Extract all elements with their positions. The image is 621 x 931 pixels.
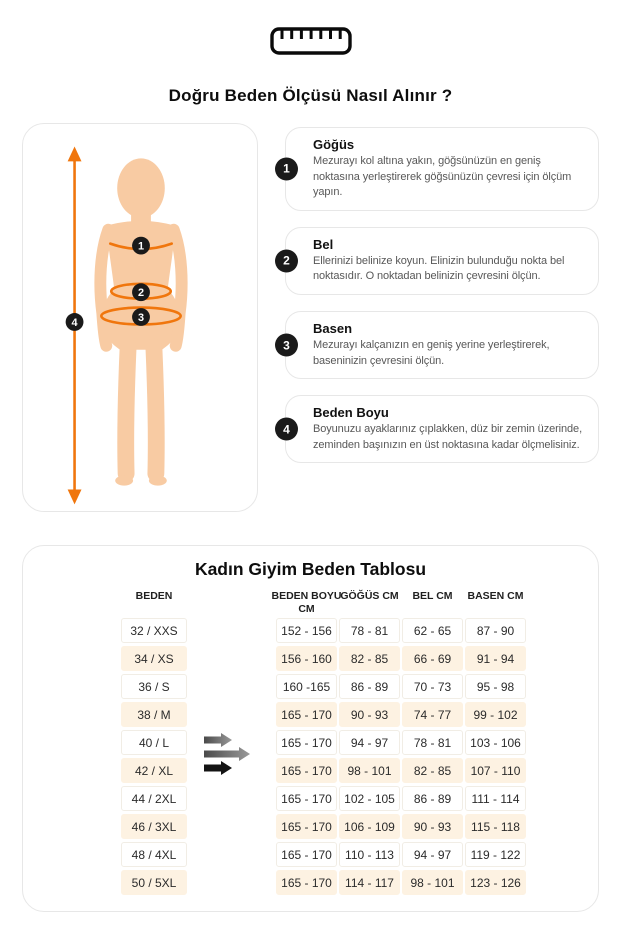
step-number-badge: 1 [275,157,298,180]
height-cell: 165 - 170 [276,842,337,867]
header-beden-boyu: BEDEN BOYU CM [271,590,342,616]
table-row [23,646,598,671]
waist-cell: 78 - 81 [402,730,463,755]
height-cell: 165 - 170 [276,786,337,811]
hip-cell: 107 - 110 [465,758,526,783]
step-number-badge: 3 [275,334,298,357]
instruction-title: Göğüs [313,137,355,152]
waist-cell: 98 - 101 [402,870,463,895]
size-cell: 44 / 2XL [121,786,187,811]
size-table-header [23,590,598,618]
instruction-text: Ellerinizi belinize koyun. Elinizin bulunduğu nokta bel noktasıdır. O noktadan belinizin çevresini ölçün. [313,254,565,283]
size-cell: 36 / S [121,674,187,699]
marker-2: 2 [137,287,145,300]
body-figure-illustration [23,124,257,511]
marker-4: 4 [71,316,78,329]
table-row [23,758,598,783]
height-cell: 165 - 170 [276,870,337,895]
size-cell: 50 / 5XL [121,870,187,895]
measurement-figure-panel [22,123,258,512]
chest-cell: 82 - 85 [339,646,400,671]
table-row [23,702,598,727]
step-number-badge: 4 [275,418,298,441]
table-row [23,842,598,867]
table-row [23,870,598,895]
size-table-title: Kadın Giyim Beden Tablosu [194,559,427,579]
chest-cell: 114 - 117 [339,870,400,895]
instruction-title: Basen [313,321,353,337]
size-cell: 42 / XL [121,758,187,783]
waist-cell: 90 - 93 [402,814,463,839]
table-row [23,814,598,839]
size-table-panel [22,545,599,912]
height-cell: 165 - 170 [276,814,337,839]
instruction-card [285,127,599,211]
waist-cell: 70 - 73 [402,674,463,699]
header-beden: BEDEN [135,590,173,602]
hip-cell: 99 - 102 [465,702,526,727]
table-row [23,674,598,699]
size-cell: 40 / L [121,730,187,755]
chest-cell: 86 - 89 [339,674,400,699]
height-cell: 165 - 170 [276,758,337,783]
hip-cell: 95 - 98 [465,674,526,699]
waist-cell: 94 - 97 [402,842,463,867]
marker-1: 1 [137,240,145,253]
size-cell: 46 / 3XL [121,814,187,839]
chest-cell: 98 - 101 [339,758,400,783]
waist-cell: 82 - 85 [402,758,463,783]
instruction-text: Boyunuzu ayaklarınız çıplakken, düz bir zemin üzerinde, zeminden başınızın en üst noktasına kadar ölçmelisiniz. [313,423,583,451]
hip-cell: 119 - 122 [465,842,526,867]
header-basen: BASEN CM [467,590,524,602]
hip-cell: 115 - 118 [465,814,526,839]
hip-cell: 91 - 94 [465,646,526,671]
waist-cell: 86 - 89 [402,786,463,811]
waist-cell: 62 - 65 [402,618,463,643]
hip-cell: 103 - 106 [465,730,526,755]
page-title: Doğru Beden Ölçüsü Nasıl Alınır ? [168,86,453,105]
size-cell: 38 / M [121,702,187,727]
height-cell: 165 - 170 [276,702,337,727]
instruction-card [285,395,599,463]
waist-cell: 66 - 69 [402,646,463,671]
height-cell: 156 - 160 [276,646,337,671]
chest-cell: 106 - 109 [339,814,400,839]
size-cell: 32 / XXS [121,618,187,643]
chest-cell: 78 - 81 [339,618,400,643]
recommended-size-arrows-icon [204,732,254,778]
instruction-text: Mezurayı kol altına yakın, göğsünüzün en geniş noktasına yerleştirerek göğsünüzün çevresi için ölçüm yapın. [313,155,572,199]
height-cell: 152 - 156 [276,618,337,643]
chest-cell: 110 - 113 [339,842,400,867]
table-row [23,786,598,811]
chest-cell: 94 - 97 [339,730,400,755]
size-cell: 48 / 4XL [121,842,187,867]
hip-cell: 87 - 90 [465,618,526,643]
header-gogus: GÖĞÜS CM [340,590,399,602]
instruction-card [285,227,599,295]
waist-cell: 74 - 77 [402,702,463,727]
step-number-badge: 2 [275,249,298,272]
instruction-title: Beden Boyu [313,405,389,421]
header-bel: BEL CM [412,590,453,602]
hip-cell: 123 - 126 [465,870,526,895]
marker-3: 3 [137,311,145,324]
size-cell: 34 / XS [121,646,187,671]
ruler-icon [269,26,353,61]
height-cell: 160 -165 [276,674,337,699]
height-cell: 165 - 170 [276,730,337,755]
size-table-body [23,618,598,898]
chest-cell: 90 - 93 [339,702,400,727]
table-row [23,618,598,643]
instruction-cards [285,127,599,463]
instruction-card [285,311,599,379]
instruction-text: Mezurayı kalçanızın en geniş yerine yerleştirerek, baseninizin çevresini ölçün. [313,339,550,367]
table-row [23,730,598,755]
hip-cell: 111 - 114 [465,786,526,811]
instruction-title: Bel [313,236,334,252]
chest-cell: 102 - 105 [339,786,400,811]
